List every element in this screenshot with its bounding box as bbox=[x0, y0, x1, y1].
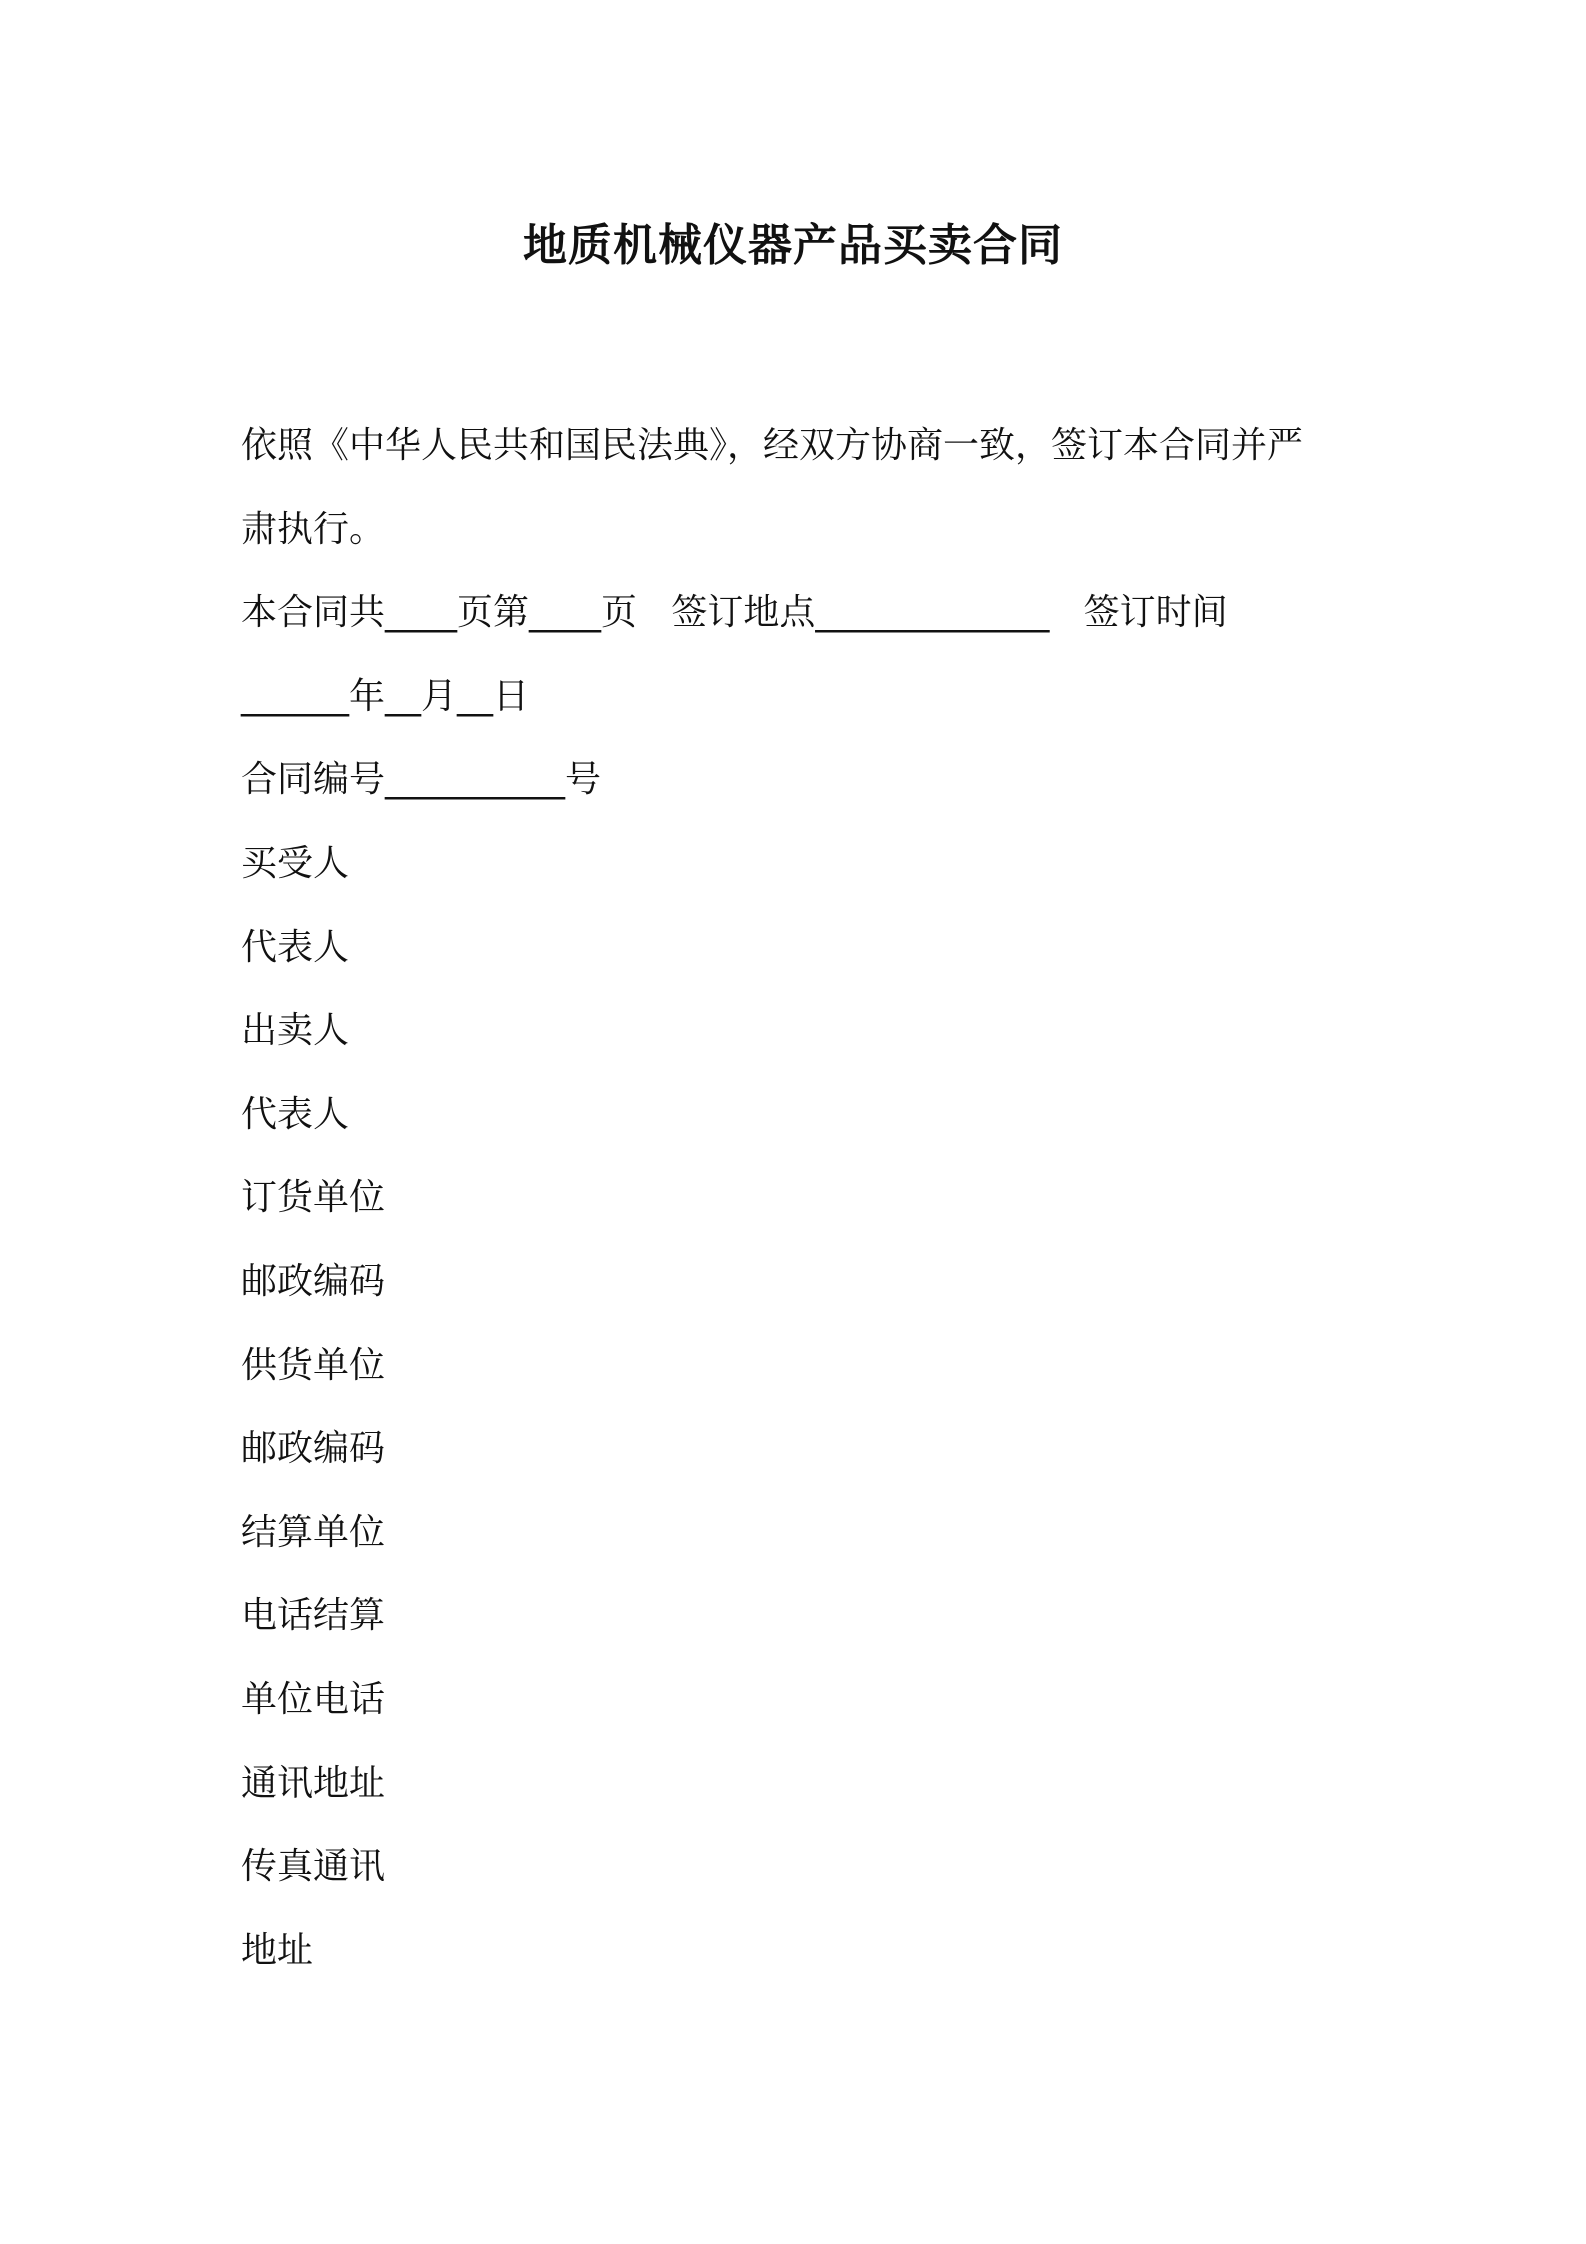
field-buyer: 买受人 bbox=[241, 842, 350, 884]
field-postal-code-1: 邮政编码 bbox=[241, 1260, 386, 1302]
contract-date-line: ______年__月__日 bbox=[241, 675, 530, 717]
field-postal-code-2: 邮政编码 bbox=[241, 1428, 386, 1470]
intro-line-1: 依照《中华人民共和国民法典》，经双方协商一致，签订本合同并严 bbox=[241, 425, 1304, 466]
intro-line-2: 肃执行。 bbox=[241, 508, 386, 550]
field-buyer-representative: 代表人 bbox=[241, 926, 350, 968]
contract-number-line: 合同编号__________号 bbox=[241, 759, 602, 801]
field-mailing-address: 通讯地址 bbox=[241, 1762, 386, 1804]
field-seller-representative: 代表人 bbox=[241, 1093, 350, 1135]
field-ordering-unit: 订货单位 bbox=[241, 1177, 386, 1219]
field-fax-communication: 传真通讯 bbox=[241, 1846, 386, 1888]
document-body bbox=[241, 404, 1361, 1992]
contract-pages-place-time-line: 本合同共____页第____页 签订地点_____________ 签订时间 bbox=[241, 592, 1228, 634]
page-title: 地质机械仪器产品买卖合同 bbox=[523, 220, 1063, 271]
field-settlement-unit: 结算单位 bbox=[241, 1511, 386, 1553]
field-telephone-settlement: 电话结算 bbox=[241, 1595, 386, 1637]
field-seller: 出卖人 bbox=[241, 1010, 350, 1052]
field-address: 地址 bbox=[241, 1929, 314, 1971]
field-supplying-unit: 供货单位 bbox=[241, 1344, 386, 1386]
field-unit-telephone: 单位电话 bbox=[241, 1678, 386, 1720]
